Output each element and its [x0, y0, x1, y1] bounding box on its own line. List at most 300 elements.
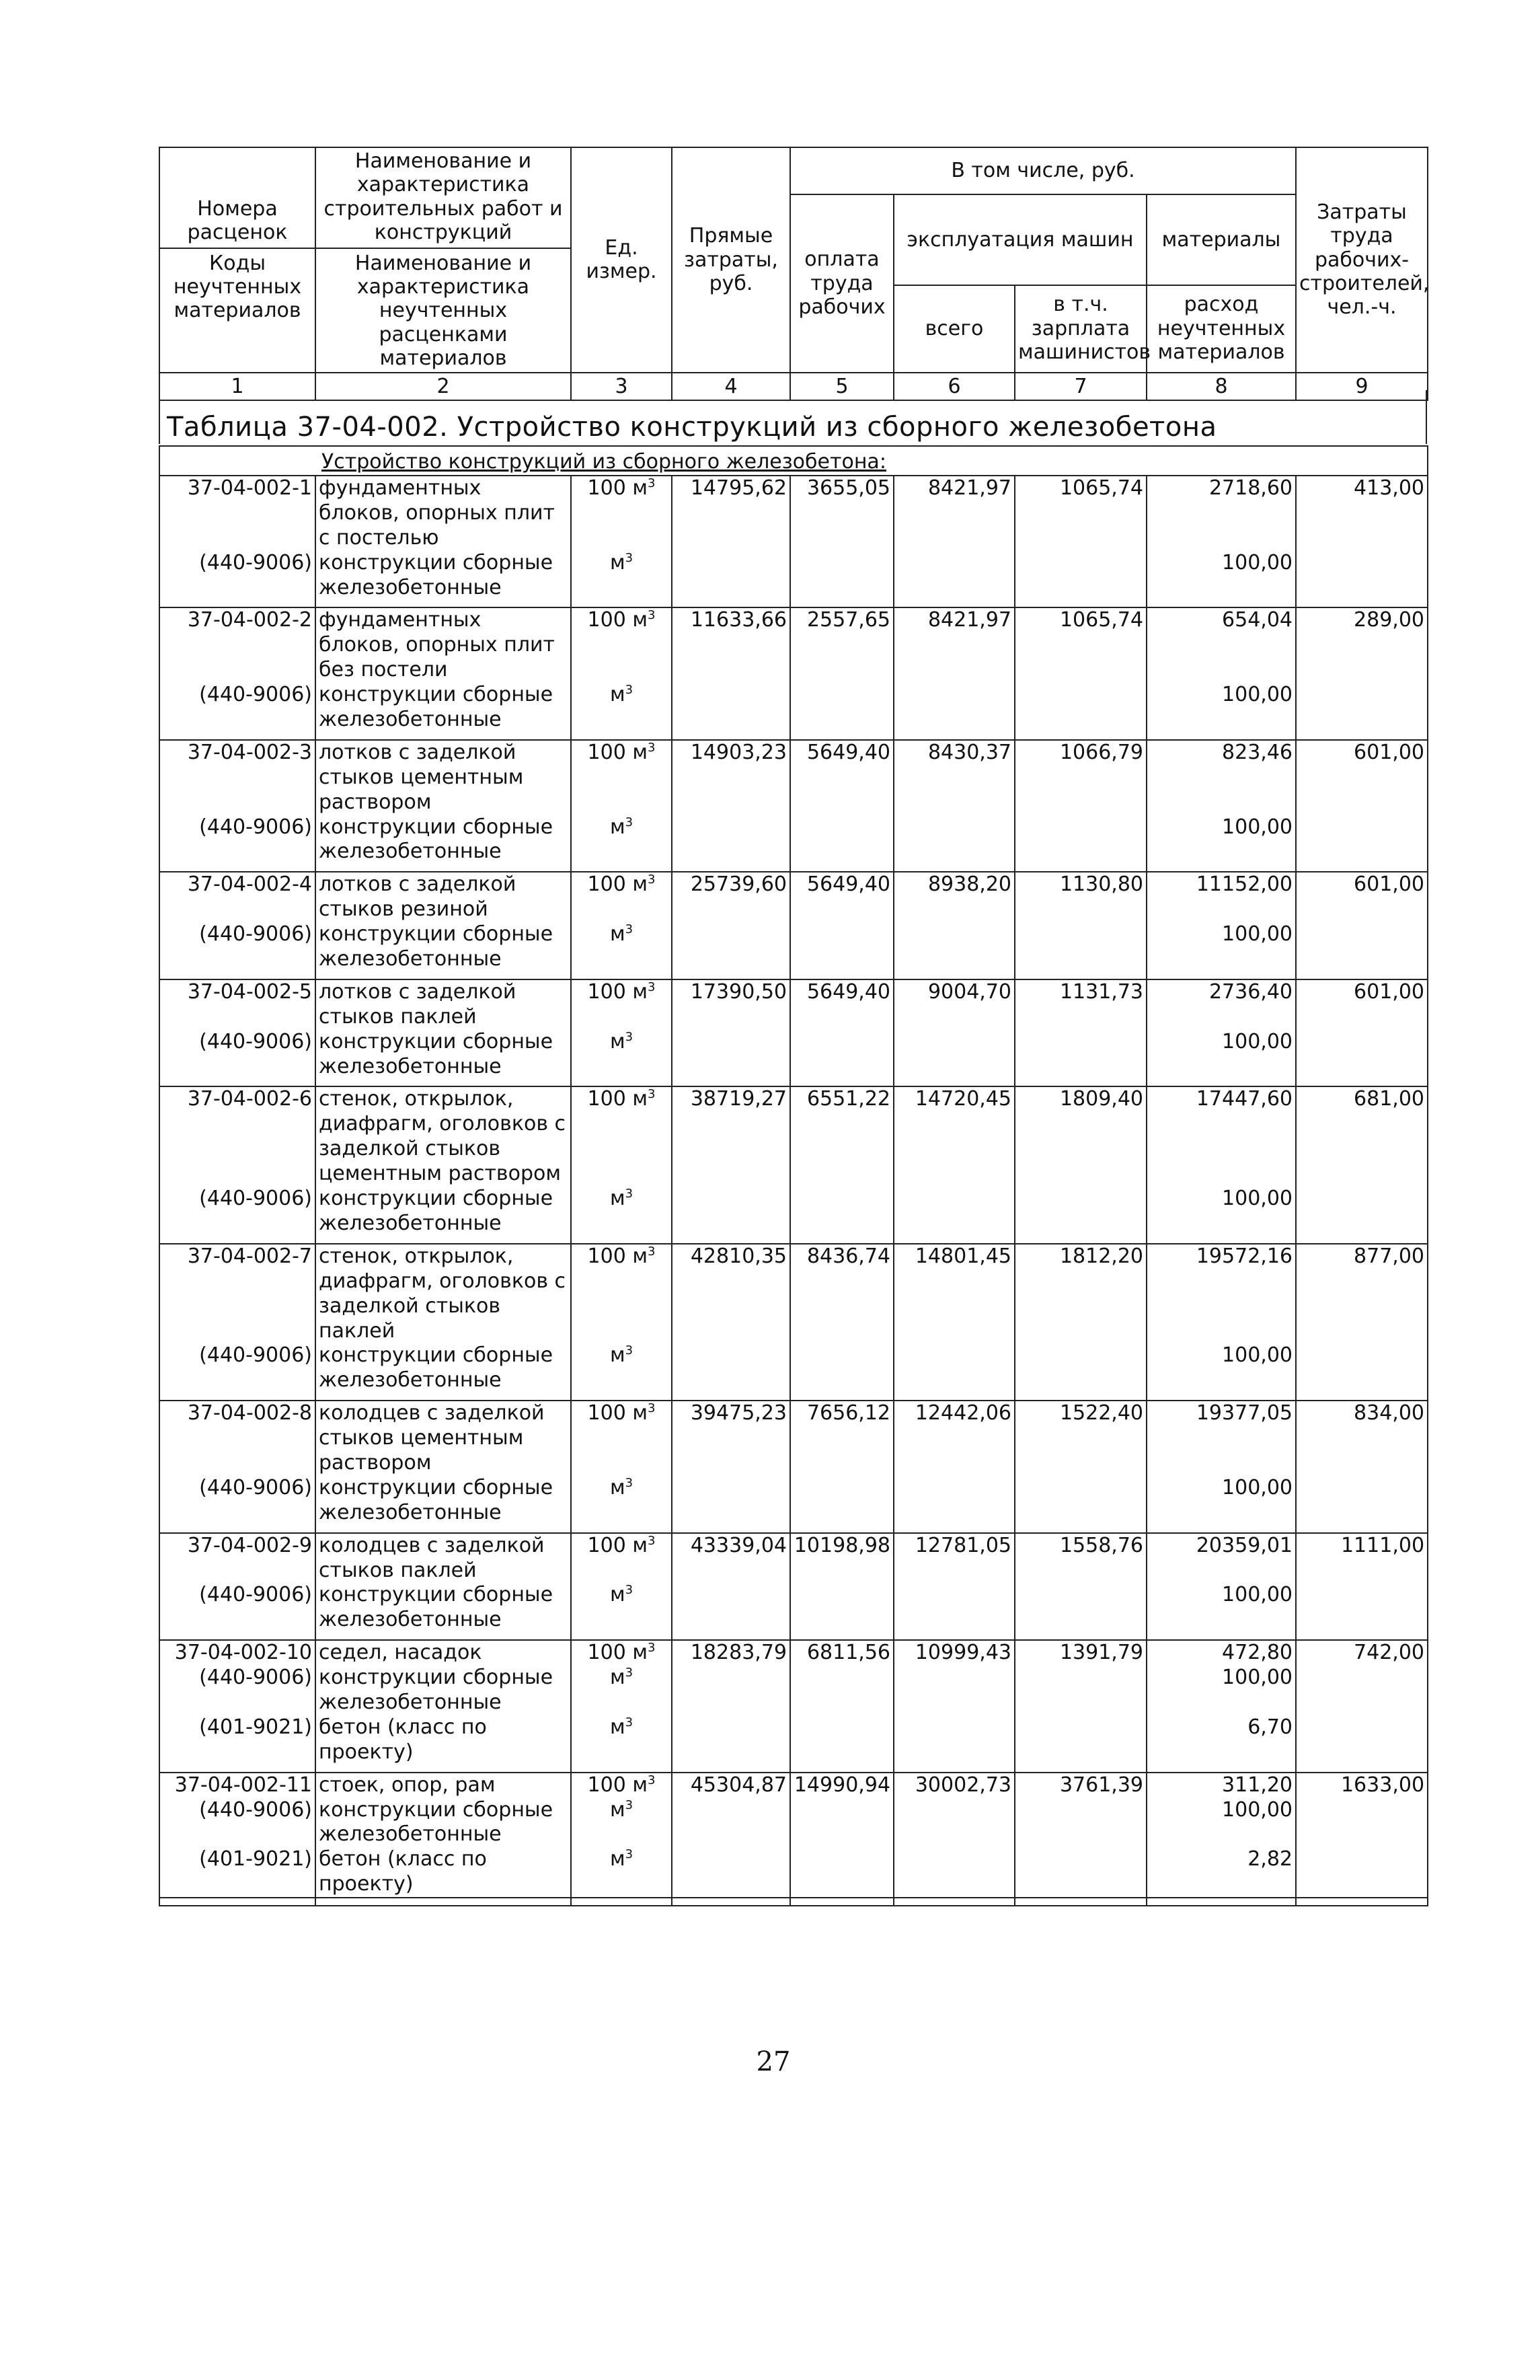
row-spacer	[159, 1393, 1428, 1401]
labor-pay: 7656,12	[790, 1401, 894, 1476]
empty-cell	[894, 1583, 1015, 1633]
materials: 654,04	[1147, 607, 1296, 683]
labor-hours: 681,00	[1296, 1086, 1428, 1187]
unit: 100 $м^3$	[571, 607, 672, 683]
rate-code: 37-04-002-4	[159, 872, 315, 922]
empty-cell	[790, 1715, 894, 1765]
empty-cell	[672, 1715, 790, 1765]
material-quantity: 6,70	[1147, 1715, 1296, 1765]
material-name: конструкции сборные железобетонные	[315, 551, 571, 601]
labor-hours: 601,00	[1296, 979, 1428, 1030]
empty-cell	[1015, 922, 1147, 972]
rate-code: 37-04-002-6	[159, 1086, 315, 1187]
row-spacer	[159, 864, 1428, 872]
empty-cell	[1015, 1798, 1147, 1848]
spacer-cell	[1296, 1633, 1428, 1640]
material-unit: $м^3$	[571, 815, 672, 865]
spacer-cell	[1296, 1393, 1428, 1401]
machines-total: 8430,37	[894, 740, 1015, 815]
spacer-cell	[159, 600, 315, 607]
header-codes: Номера расценок Коды неучтенных материалов	[159, 147, 315, 373]
column-number: 4	[672, 373, 790, 400]
material-row	[159, 683, 1428, 733]
row-spacer	[159, 1079, 1428, 1086]
empty-cell	[1296, 922, 1428, 972]
row-spacer	[159, 600, 1428, 607]
empty-cell	[1015, 1847, 1147, 1898]
machines-total: 10999,43	[894, 1640, 1015, 1666]
material-unit: $м^3$	[571, 1847, 672, 1898]
labor-pay: 8436,74	[790, 1244, 894, 1344]
spacer-cell	[315, 1393, 571, 1401]
materials: 17447,60	[1147, 1086, 1296, 1187]
material-code: (440-9006)	[159, 1476, 315, 1526]
material-row	[159, 922, 1428, 972]
material-code: (440-9006)	[159, 551, 315, 601]
material-code: (401-9021)	[159, 1715, 315, 1765]
spacer-cell	[672, 733, 790, 740]
column-number: 1	[159, 373, 315, 400]
labor-hours: 1111,00	[1296, 1533, 1428, 1584]
labor-pay: 3655,05	[790, 476, 894, 551]
empty-cell	[1015, 1666, 1147, 1715]
empty-cell	[790, 1798, 894, 1848]
spacer-cell	[1147, 1633, 1296, 1640]
material-row	[159, 815, 1428, 865]
work-name: седел, насадок	[315, 1640, 571, 1666]
material-quantity: 100,00	[1147, 551, 1296, 601]
work-name: стоек, опор, рам	[315, 1773, 571, 1798]
empty-cell	[1296, 1666, 1428, 1715]
empty-cell	[672, 1666, 790, 1715]
spacer-cell	[672, 972, 790, 979]
empty-cell	[790, 1847, 894, 1898]
table-row	[159, 1640, 1428, 1666]
unit: 100 $м^3$	[571, 1086, 672, 1187]
work-name: стенок, открылок, диафрагм, оголовков с заделкой стыков цементным раствором	[315, 1086, 571, 1187]
labor-pay: 10198,98	[790, 1533, 894, 1584]
labor-hours: 601,00	[1296, 740, 1428, 815]
spacer-cell	[571, 600, 672, 607]
machinists-wage: 1065,74	[1015, 476, 1147, 551]
spacer-cell	[790, 1898, 894, 1906]
machinists-wage: 1130,80	[1015, 872, 1147, 922]
machines-total: 8938,20	[894, 872, 1015, 922]
spacer-cell	[159, 1765, 315, 1773]
machines-total: 8421,97	[894, 607, 1015, 683]
rate-code: 37-04-002-2	[159, 607, 315, 683]
empty-cell	[672, 1343, 790, 1393]
empty-cell	[1296, 1343, 1428, 1393]
empty-cell	[894, 1798, 1015, 1848]
spacer-cell	[790, 600, 894, 607]
material-row	[159, 1343, 1428, 1393]
material-row	[159, 1583, 1428, 1633]
spacer-cell	[315, 1898, 571, 1906]
work-name: лотков с заделкой стыков резиной	[315, 872, 571, 922]
spacer-cell	[571, 1236, 672, 1244]
material-name: конструкции сборные железобетонные	[315, 683, 571, 733]
empty-cell	[790, 922, 894, 972]
machinists-wage: 1066,79	[1015, 740, 1147, 815]
machines-total: 8421,97	[894, 476, 1015, 551]
machinists-wage: 1522,40	[1015, 1401, 1147, 1476]
empty-cell	[672, 1583, 790, 1633]
unit: 100 $м^3$	[571, 476, 672, 551]
material-name: конструкции сборные железобетонные	[315, 1798, 571, 1848]
material-quantity: 100,00	[1147, 1187, 1296, 1236]
spacer-cell	[1296, 1236, 1428, 1244]
material-name: конструкции сборные железобетонные	[315, 1187, 571, 1236]
material-quantity: 2,82	[1147, 1847, 1296, 1898]
material-unit: $м^3$	[571, 1666, 672, 1715]
empty-cell	[1296, 815, 1428, 865]
rate-code: 37-04-002-10	[159, 1640, 315, 1666]
material-unit: $м^3$	[571, 1798, 672, 1848]
work-name: лотков с заделкой стыков паклей	[315, 979, 571, 1030]
material-code: (440-9006)	[159, 1583, 315, 1633]
spacer-cell	[672, 1898, 790, 1906]
header-incl-group: В том числе, руб.	[790, 147, 1296, 194]
work-name: колодцев с заделкой стыков цементным раствором	[315, 1401, 571, 1476]
table-row	[159, 979, 1428, 1030]
direct-costs: 25739,60	[672, 872, 790, 922]
material-unit: $м^3$	[571, 551, 672, 601]
spacer-cell	[1015, 1765, 1147, 1773]
spacer-cell	[1015, 600, 1147, 607]
spacer-cell	[1296, 1765, 1428, 1773]
labor-pay: 6811,56	[790, 1640, 894, 1666]
material-row	[159, 1847, 1428, 1898]
empty-cell	[894, 1343, 1015, 1393]
machinists-wage: 1812,20	[1015, 1244, 1147, 1344]
labor-pay: 5649,40	[790, 979, 894, 1030]
material-row	[159, 1187, 1428, 1236]
material-unit: $м^3$	[571, 1476, 672, 1526]
material-unit: $м^3$	[571, 1343, 672, 1393]
empty-cell	[1296, 1847, 1428, 1898]
page-number: 27	[756, 2046, 791, 2077]
column-number: 2	[315, 373, 571, 400]
unit: 100 $м^3$	[571, 740, 672, 815]
spacer-cell	[315, 1236, 571, 1244]
spacer-cell	[571, 1079, 672, 1086]
spacer-cell	[1147, 1079, 1296, 1086]
spacer-cell	[1015, 972, 1147, 979]
labor-pay: 14990,94	[790, 1773, 894, 1798]
spacer-cell	[1296, 1079, 1428, 1086]
material-quantity: 100,00	[1147, 1666, 1296, 1715]
direct-costs: 42810,35	[672, 1244, 790, 1344]
material-code: (440-9006)	[159, 922, 315, 972]
empty-cell	[1296, 683, 1428, 733]
spacer-cell	[1147, 600, 1296, 607]
material-quantity: 100,00	[1147, 683, 1296, 733]
spacer-cell	[672, 1526, 790, 1533]
labor-hours: 834,00	[1296, 1401, 1428, 1476]
material-row	[159, 1715, 1428, 1765]
header-machinists-wage: в т.ч. зарплата машинистов	[1015, 285, 1147, 373]
rate-code: 37-04-002-5	[159, 979, 315, 1030]
materials: 19572,16	[1147, 1244, 1296, 1344]
materials: 19377,05	[1147, 1401, 1296, 1476]
row-spacer	[159, 1898, 1428, 1906]
material-unit: $м^3$	[571, 1715, 672, 1765]
empty-cell	[1015, 1715, 1147, 1765]
spacer-cell	[315, 972, 571, 979]
material-quantity: 100,00	[1147, 1343, 1296, 1393]
spacer-cell	[1296, 864, 1428, 872]
material-code: (440-9006)	[159, 1798, 315, 1848]
row-spacer	[159, 733, 1428, 740]
spacer-cell	[571, 1633, 672, 1640]
unit: 100 $м^3$	[571, 1773, 672, 1798]
header-machines-group: эксплуатация машин	[894, 194, 1147, 285]
spacer-cell	[790, 1393, 894, 1401]
empty-cell	[1296, 1583, 1428, 1633]
spacer-cell	[1015, 1236, 1147, 1244]
spacer-cell	[894, 972, 1015, 979]
spacer-cell	[159, 1079, 315, 1086]
row-spacer	[159, 1526, 1428, 1533]
header-materials-consumption: расход неучтенных материалов	[1147, 285, 1296, 373]
empty-cell	[672, 1847, 790, 1898]
spacer-cell	[1147, 1765, 1296, 1773]
labor-hours: 601,00	[1296, 872, 1428, 922]
unit: 100 $м^3$	[571, 979, 672, 1030]
spacer-cell	[159, 1393, 315, 1401]
labor-hours: 289,00	[1296, 607, 1428, 683]
work-name: лотков с заделкой стыков цементным раствором	[315, 740, 571, 815]
materials: 2736,40	[1147, 979, 1296, 1030]
spacer-cell	[790, 864, 894, 872]
spacer-cell	[159, 1526, 315, 1533]
empty-cell	[790, 1030, 894, 1080]
spacer-cell	[315, 733, 571, 740]
empty-cell	[790, 1666, 894, 1715]
empty-cell	[1015, 551, 1147, 601]
material-quantity: 100,00	[1147, 1583, 1296, 1633]
column-number: 3	[571, 373, 672, 400]
table-row	[159, 1086, 1428, 1187]
spacer-cell	[1296, 733, 1428, 740]
table-row	[159, 1773, 1428, 1798]
spacer-cell	[315, 1526, 571, 1533]
empty-cell	[1296, 1476, 1428, 1526]
rate-code: 37-04-002-8	[159, 1401, 315, 1476]
column-number: 6	[894, 373, 1015, 400]
empty-cell	[1015, 1583, 1147, 1633]
empty-cell	[1015, 1030, 1147, 1080]
spacer-cell	[1147, 1526, 1296, 1533]
empty-cell	[672, 1798, 790, 1848]
table-row	[159, 1533, 1428, 1584]
work-name: колодцев с заделкой стыков паклей	[315, 1533, 571, 1584]
machines-total: 9004,70	[894, 979, 1015, 1030]
table-row	[159, 476, 1428, 551]
material-name: конструкции сборные железобетонные	[315, 1030, 571, 1080]
empty-cell	[790, 1187, 894, 1236]
spacer-cell	[894, 600, 1015, 607]
empty-cell	[790, 551, 894, 601]
table-row	[159, 1401, 1428, 1476]
spacer-cell	[315, 864, 571, 872]
material-unit: $м^3$	[571, 1583, 672, 1633]
spacer-cell	[790, 1633, 894, 1640]
spacer-cell	[790, 1765, 894, 1773]
table-row	[159, 872, 1428, 922]
empty-cell	[790, 1343, 894, 1393]
material-code: (440-9006)	[159, 1666, 315, 1715]
direct-costs: 18283,79	[672, 1640, 790, 1666]
unit: 100 $м^3$	[571, 872, 672, 922]
header-unit: Ед. измер.	[571, 147, 672, 373]
spacer-cell	[1015, 1393, 1147, 1401]
material-code: (401-9021)	[159, 1847, 315, 1898]
spacer-cell	[672, 864, 790, 872]
empty-cell	[894, 1715, 1015, 1765]
spacer-cell	[790, 1236, 894, 1244]
direct-costs: 14903,23	[672, 740, 790, 815]
spacer-cell	[1147, 733, 1296, 740]
spacer-cell	[1147, 972, 1296, 979]
spacer-cell	[894, 1236, 1015, 1244]
spacer-cell	[790, 972, 894, 979]
labor-pay: 2557,65	[790, 607, 894, 683]
empty-cell	[894, 922, 1015, 972]
empty-cell	[1015, 1187, 1147, 1236]
table-row	[159, 1244, 1428, 1344]
empty-cell	[1296, 551, 1428, 601]
empty-cell	[1015, 1343, 1147, 1393]
empty-cell	[790, 815, 894, 865]
empty-cell	[672, 1476, 790, 1526]
materials: 311,20	[1147, 1773, 1296, 1798]
column-number: 5	[790, 373, 894, 400]
spacer-cell	[672, 1393, 790, 1401]
spacer-cell	[1147, 1898, 1296, 1906]
material-name: конструкции сборные железобетонные	[315, 815, 571, 865]
unit: 100 $м^3$	[571, 1244, 672, 1344]
direct-costs: 43339,04	[672, 1533, 790, 1584]
direct-costs: 17390,50	[672, 979, 790, 1030]
material-code: (440-9006)	[159, 1187, 315, 1236]
spacer-cell	[315, 1633, 571, 1640]
spacer-cell	[571, 1393, 672, 1401]
spacer-cell	[1147, 1393, 1296, 1401]
empty-cell	[894, 1030, 1015, 1080]
spacer-cell	[1015, 733, 1147, 740]
unit: 100 $м^3$	[571, 1640, 672, 1666]
material-unit: $м^3$	[571, 1187, 672, 1236]
column-number: 8	[1147, 373, 1296, 400]
labor-pay: 6551,22	[790, 1086, 894, 1187]
rate-code: 37-04-002-11	[159, 1773, 315, 1798]
material-row	[159, 1798, 1428, 1848]
material-name: конструкции сборные железобетонные	[315, 1343, 571, 1393]
spacer-cell	[672, 1236, 790, 1244]
row-spacer	[159, 1633, 1428, 1640]
spacer-cell	[790, 733, 894, 740]
labor-pay: 5649,40	[790, 740, 894, 815]
empty-cell	[1015, 815, 1147, 865]
direct-costs: 38719,27	[672, 1086, 790, 1187]
spacer-cell	[672, 1765, 790, 1773]
materials: 823,46	[1147, 740, 1296, 815]
machines-total: 14801,45	[894, 1244, 1015, 1344]
spacer-cell	[315, 1765, 571, 1773]
spacer-cell	[571, 1765, 672, 1773]
empty-cell	[672, 551, 790, 601]
spacer-cell	[159, 972, 315, 979]
labor-hours: 413,00	[1296, 476, 1428, 551]
empty-cell	[790, 1476, 894, 1526]
row-spacer	[159, 972, 1428, 979]
machines-total: 30002,73	[894, 1773, 1015, 1798]
empty-cell	[672, 815, 790, 865]
empty-cell	[894, 815, 1015, 865]
spacer-cell	[894, 1633, 1015, 1640]
spacer-cell	[1015, 1633, 1147, 1640]
header-labor-pay: оплата труда рабочих	[790, 194, 894, 373]
table-row	[159, 607, 1428, 683]
spacer-cell	[1147, 864, 1296, 872]
spacer-cell	[790, 1079, 894, 1086]
rate-code: 37-04-002-9	[159, 1533, 315, 1584]
spacer-cell	[1015, 864, 1147, 872]
spacer-cell	[159, 1236, 315, 1244]
work-name: стенок, открылок, диафрагм, оголовков с заделкой стыков паклей	[315, 1244, 571, 1344]
spacer-cell	[571, 1526, 672, 1533]
material-row	[159, 1476, 1428, 1526]
unit: 100 $м^3$	[571, 1401, 672, 1476]
direct-costs: 45304,87	[672, 1773, 790, 1798]
material-name: бетон (класс по проекту)	[315, 1847, 571, 1898]
machines-total: 14720,45	[894, 1086, 1015, 1187]
material-code: (440-9006)	[159, 815, 315, 865]
empty-cell	[672, 683, 790, 733]
machinists-wage: 1065,74	[1015, 607, 1147, 683]
table-title: Таблица 37-04-002. Устройство конструкций из сборного железобетона	[167, 412, 1217, 443]
spacer-cell	[894, 864, 1015, 872]
material-name: конструкции сборные железобетонные	[315, 922, 571, 972]
work-name: фундаментных блоков, опорных плит без постели	[315, 607, 571, 683]
machinists-wage: 3761,39	[1015, 1773, 1147, 1798]
column-number: 9	[1296, 373, 1428, 400]
machinists-wage: 1391,79	[1015, 1640, 1147, 1666]
labor-hours: 1633,00	[1296, 1773, 1428, 1798]
rate-code: 37-04-002-1	[159, 476, 315, 551]
material-code: (440-9006)	[159, 683, 315, 733]
table-header	[159, 147, 1428, 401]
material-quantity: 100,00	[1147, 1476, 1296, 1526]
header-direct-costs: Прямые затраты, руб.	[672, 147, 790, 373]
spacer-cell	[571, 1898, 672, 1906]
machinists-wage: 1131,73	[1015, 979, 1147, 1030]
material-row	[159, 1666, 1428, 1715]
spacer-cell	[894, 1393, 1015, 1401]
material-quantity: 100,00	[1147, 1030, 1296, 1080]
spacer-cell	[159, 1898, 315, 1906]
spacer-cell	[1296, 1526, 1428, 1533]
machinists-wage: 1809,40	[1015, 1086, 1147, 1187]
spacer-cell	[1015, 1526, 1147, 1533]
direct-costs: 39475,23	[672, 1401, 790, 1476]
material-name: бетон (класс по проекту)	[315, 1715, 571, 1765]
empty-cell	[894, 1847, 1015, 1898]
spacer-cell	[1015, 1079, 1147, 1086]
machinists-wage: 1558,76	[1015, 1533, 1147, 1584]
